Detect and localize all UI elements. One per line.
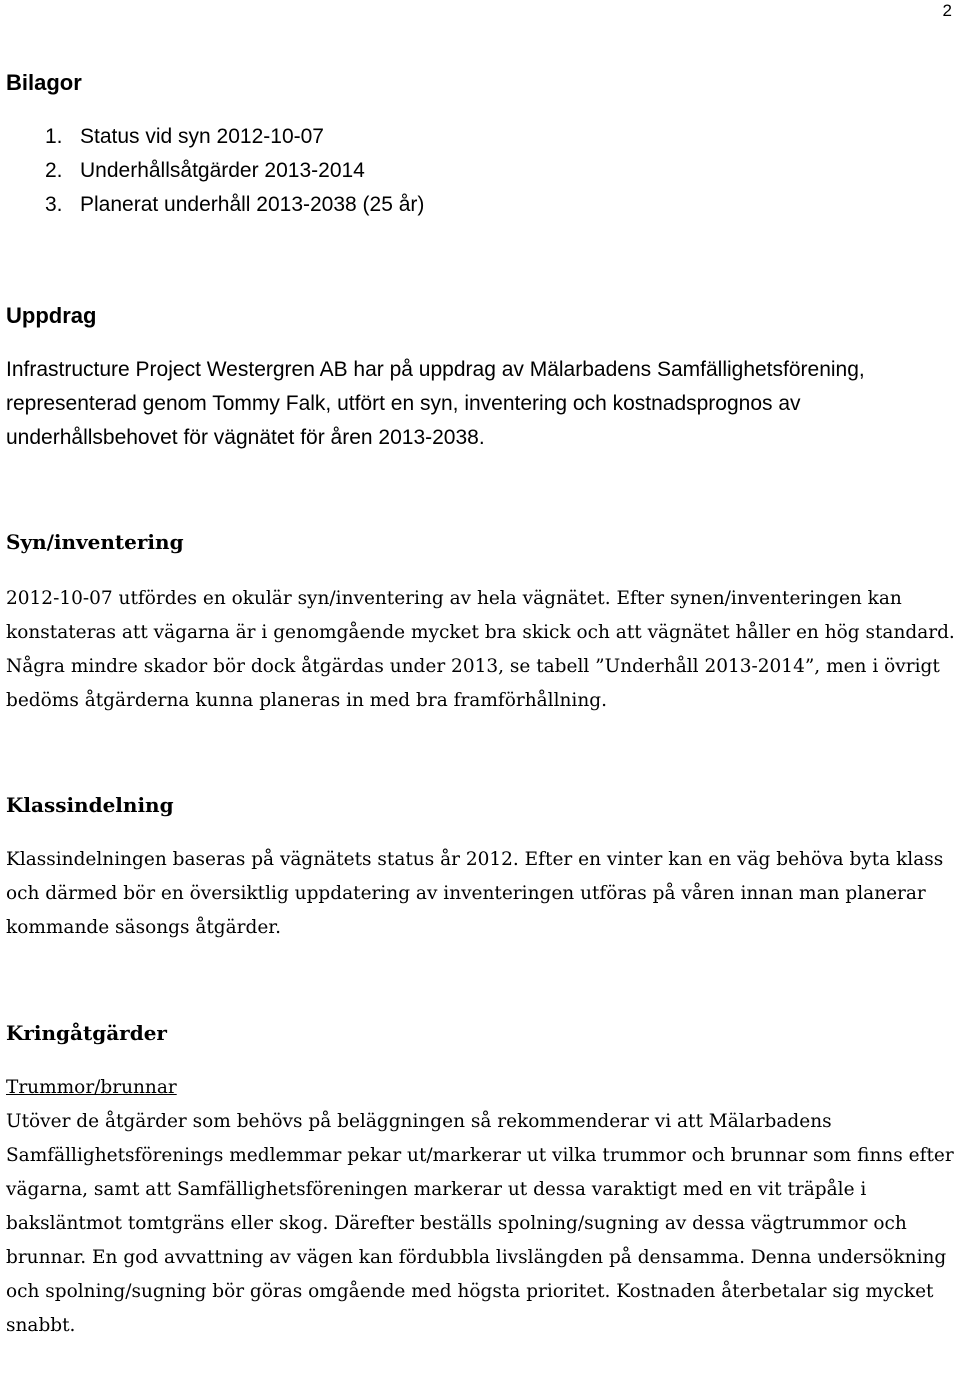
attachment-text: Underhållsåtgärder 2013-2014 — [80, 159, 365, 182]
document-body — [6, 68, 956, 1343]
inspection-section — [6, 527, 956, 718]
attachments-list — [6, 120, 956, 222]
attachments-section — [6, 68, 956, 222]
ancillary-heading: Kringåtgärder — [6, 1021, 167, 1045]
inspection-heading: Syn/inventering — [6, 530, 184, 554]
classification-body: Klassindelningen baseras på vägnätets status år 2012. Efter en vinter kan en väg behöva byta klass och därmed bör en översiktlig uppdatering av inventeringen utföras på våren innan man planerar kommande säsongs åtgärder. — [6, 849, 944, 938]
page-number: 2 — [942, 1, 952, 20]
ancillary-subheading: Trummor/brunnar — [6, 1077, 177, 1098]
attachment-number: 2. — [45, 159, 63, 182]
attachment-item — [45, 120, 956, 154]
assignment-section — [6, 301, 956, 455]
attachment-number: 1. — [45, 125, 63, 148]
assignment-heading: Uppdrag — [6, 303, 97, 328]
classification-heading: Klassindelning — [6, 793, 174, 817]
attachments-heading: Bilagor — [6, 70, 82, 95]
attachment-number: 3. — [45, 193, 63, 216]
ancillary-section — [6, 1018, 956, 1343]
ancillary-body: Utöver de åtgärder som behövs på beläggningen så rekommenderar vi att Mälarbadens Samfällighetsförenings medlemmar pekar ut/markerar ut vilka trummor och brunnar som finns efter vägarna, samt att Samfällighetsföreningen markerar ut dessa varaktigt med en vit träpåle i baksläntmot tomtgräns eller skog. Därefter beställs spolning/sugning av dessa vägtrummor och brunnar. En god avvattning av vägen kan fördubbla livslängden på densamma. Denna undersökning och spolning/sugning bör göras omgående med högsta prioritet. Kostnaden återbetalar sig mycket snabbt. — [6, 1111, 954, 1336]
attachment-item — [45, 154, 956, 188]
classification-section — [6, 790, 956, 945]
assignment-body: Infrastructure Project Westergren AB har på uppdrag av Mälarbadens Samfällighetsförening, representerad genom Tommy Falk, utfört en syn, inventering och kostnadsprognos av underhållsbehovet för vägnätet för åren 2013-2038. — [6, 358, 865, 449]
attachment-text: Status vid syn 2012-10-07 — [80, 125, 324, 148]
attachment-text: Planerat underhåll 2013-2038 (25 år) — [80, 193, 425, 216]
attachment-item — [45, 188, 956, 222]
inspection-body: 2012-10-07 utfördes en okulär syn/inventering av hela vägnätet. Efter synen/inventeringen kan konstateras att vägarna är i genomgående mycket bra skick och att vägnätet håller en hög standard. Några mindre skador bör dock åtgärdas under 2013, se tabell ”Underhåll 2013-2014”, men i övrigt bedöms åtgärderna kunna planeras in med bra framförhållning. — [6, 588, 955, 711]
